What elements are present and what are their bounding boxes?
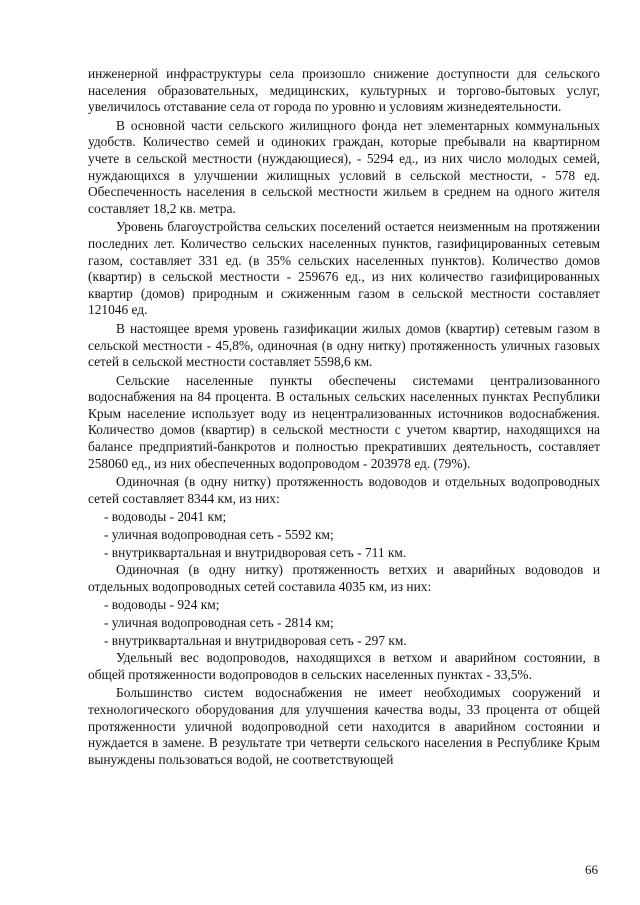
list-item: - уличная водопроводная сеть - 2814 км; — [104, 615, 334, 630]
list-item: - водоводы - 924 км; — [104, 597, 220, 613]
paragraph-water-pipes-length: Одиночная (в одну нитку) протяженность водоводов и отдельных водопроводных сетей составляет 8344 км, из них: — [88, 474, 600, 506]
page-number: 66 — [585, 862, 598, 877]
list-item: - внутриквартальная и внутридворовая сеть - 297 км. — [104, 632, 407, 648]
paragraph-gasification-level: Уровень благоустройства сельских поселений остается неизменным на протяжении последних лет. Количество сельских населенных пунктов, газифицированных сетевым газом, составляет 331 ед. (в 35% сельских населенных пунктов). Количество домов (квартир) в сельской местности - 259676 ед., из них количество газифицированных квартир (домов) природным и сжиженным газом в сельской местности составляет 121046 ед. — [88, 219, 600, 318]
paragraph-water-quality: Большинство систем водоснабжения не имеет необходимых сооружений и технологического оборудования для улучшения качества воды, 33 процента от общей протяженности уличной водопроводной сети находится в аварийном состоянии и нуждается в замене. В результате три четверти сельского населения в Республике Крым вынуждены пользоваться водой, не соответствующей — [88, 685, 600, 767]
paragraph-continuation: инженерной инфраструктуры села произошло снижение доступности для сельского населения образовательных, медицинских, культурных и торгово-бытовых услуг, увеличилось отставание села от города по уровню и условиям жизнедеятельности. — [88, 66, 600, 115]
paragraph-worn-pipes-length: Одиночная (в одну нитку) протяженность ветхих и аварийных водоводов и отдельных водопроводных сетей составила 4035 км, из них: — [88, 562, 600, 594]
paragraph-water-supply: Сельские населенные пункты обеспечены системами централизованного водоснабжения на 84 процента. В остальных сельских населенных пунктах Республики Крым население использует воду из нецентрализованных источников водоснабжения. Количество домов (квартир) в сельской местности с учетом квартир, находящихся на балансе предприятий-банкротов и полностью прекративших деятельность, составляет 258060 ед., из них обеспеченных водопроводом - 203978 ед. (79%). — [88, 372, 600, 471]
document-body — [88, 66, 600, 770]
list-item: - внутриквартальная и внутридворовая сеть - 711 км. — [104, 544, 407, 560]
list-item: - водоводы - 2041 км; — [104, 509, 227, 525]
paragraph-housing: В основной части сельского жилищного фонда нет элементарных коммунальных удобств. Количество семей и одиноких граждан, которые пребывали на квартирном учете в сельской местности (нуждающиеся), - 5294 ед., из них число молодых семей, нуждающихся в улучшении жилищных условий в сельской местности, - 578 ед. Обеспеченность населения в сельской местности жильем в среднем на одного жителя составляет 18,2 кв. метра. — [88, 117, 600, 216]
paragraph-gas-networks: В настоящее время уровень газификации жилых домов (квартир) сетевым газом в сельской местности - 45,8%, одиночная (в одну нитку) протяженность уличных газовых сетей в сельской местности составляет 5598,6 км. — [88, 320, 600, 370]
paragraph-worn-share: Удельный вес водопроводов, находящихся в ветхом и аварийном состоянии, в общей протяженности водопроводов в сельских населенных пунктах - 33,5%. — [88, 650, 600, 682]
list-item: - уличная водопроводная сеть - 5592 км; — [104, 527, 334, 543]
